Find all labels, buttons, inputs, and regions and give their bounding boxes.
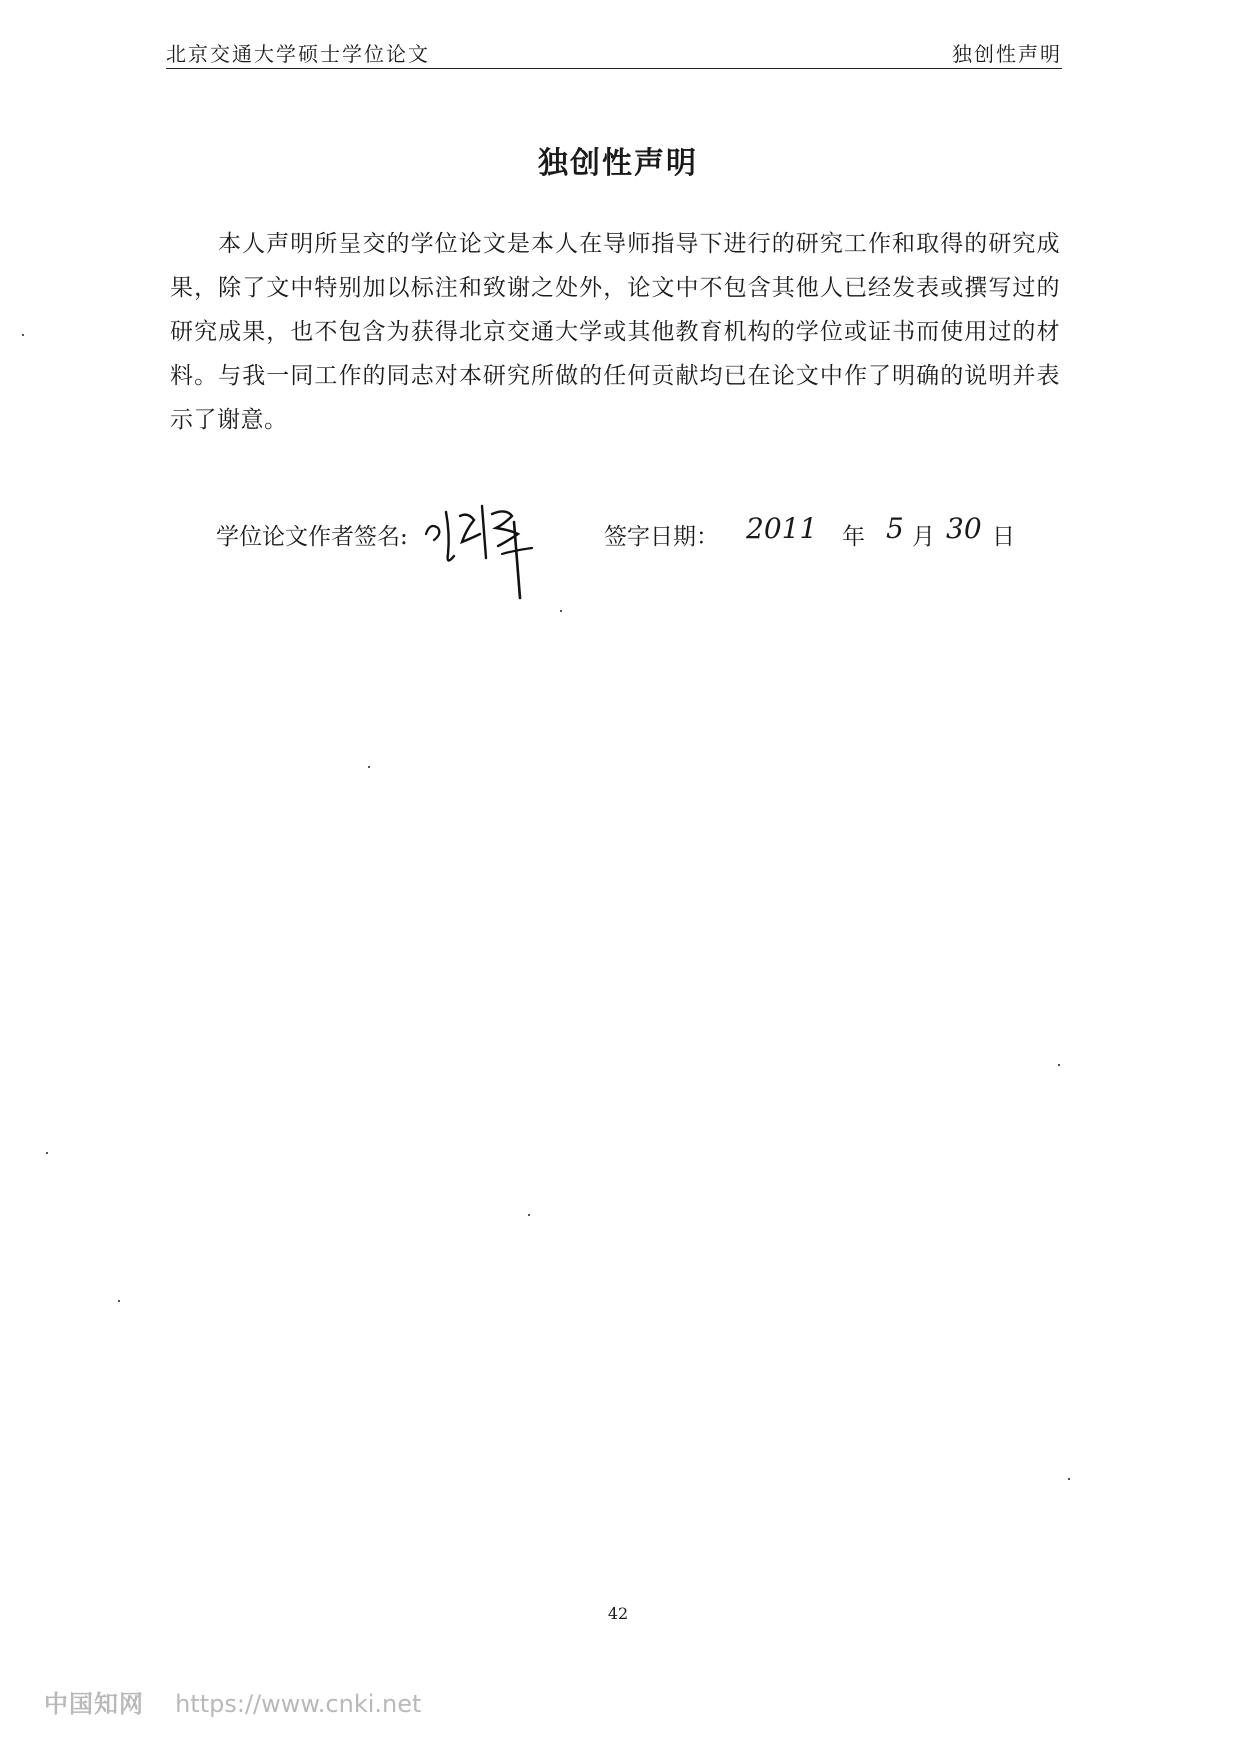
scan-speck [1058, 1064, 1060, 1066]
scan-speck [368, 766, 370, 768]
declaration-paragraph: 本人声明所呈交的学位论文是本人在导师指导下进行的研究工作和取得的研究成果，除了文中特别加以标注和致谢之处外，论文中不包含其他人已经发表或撰写过的研究成果，也不包含为获得北京交通大学或其他教育机构的学位或证书而使用过的材料。与我一同工作的同志对本研究所做的任何贡献均已在论文中作了明确的说明并表示了谢意。 [170, 231, 1060, 433]
header-rule [166, 68, 1062, 69]
scan-speck [118, 1300, 120, 1302]
watermark-url: https://www.cnki.net [175, 1690, 422, 1718]
page-number: 42 [607, 1604, 629, 1623]
scan-speck [560, 610, 562, 612]
header-section-name: 独创性声明 [952, 42, 1062, 66]
author-signature-label: 学位论文作者签名: [216, 524, 408, 550]
date-year-unit: 年 [842, 524, 865, 550]
cnki-watermark [44, 1684, 421, 1718]
date-day-unit: 日 [992, 524, 1015, 550]
date-day: 30 [946, 512, 982, 545]
signature-row [216, 512, 1096, 578]
date-year: 2011 [746, 512, 818, 545]
handwritten-date [746, 512, 1046, 562]
scan-speck [22, 334, 24, 336]
signing-date-label: 签字日期： [604, 524, 719, 550]
date-month: 5 [886, 512, 904, 545]
scan-speck [46, 1152, 48, 1154]
scan-speck [528, 1214, 530, 1216]
scan-speck [1068, 1478, 1070, 1480]
handwritten-signature [420, 494, 550, 604]
page-title: 独创性声明 [538, 146, 698, 181]
watermark-site-name: 中国知网 [44, 1690, 144, 1718]
header-thesis-name: 北京交通大学硕士学位论文 [166, 42, 430, 66]
running-header [166, 38, 1062, 68]
date-month-unit: 月 [912, 524, 935, 550]
